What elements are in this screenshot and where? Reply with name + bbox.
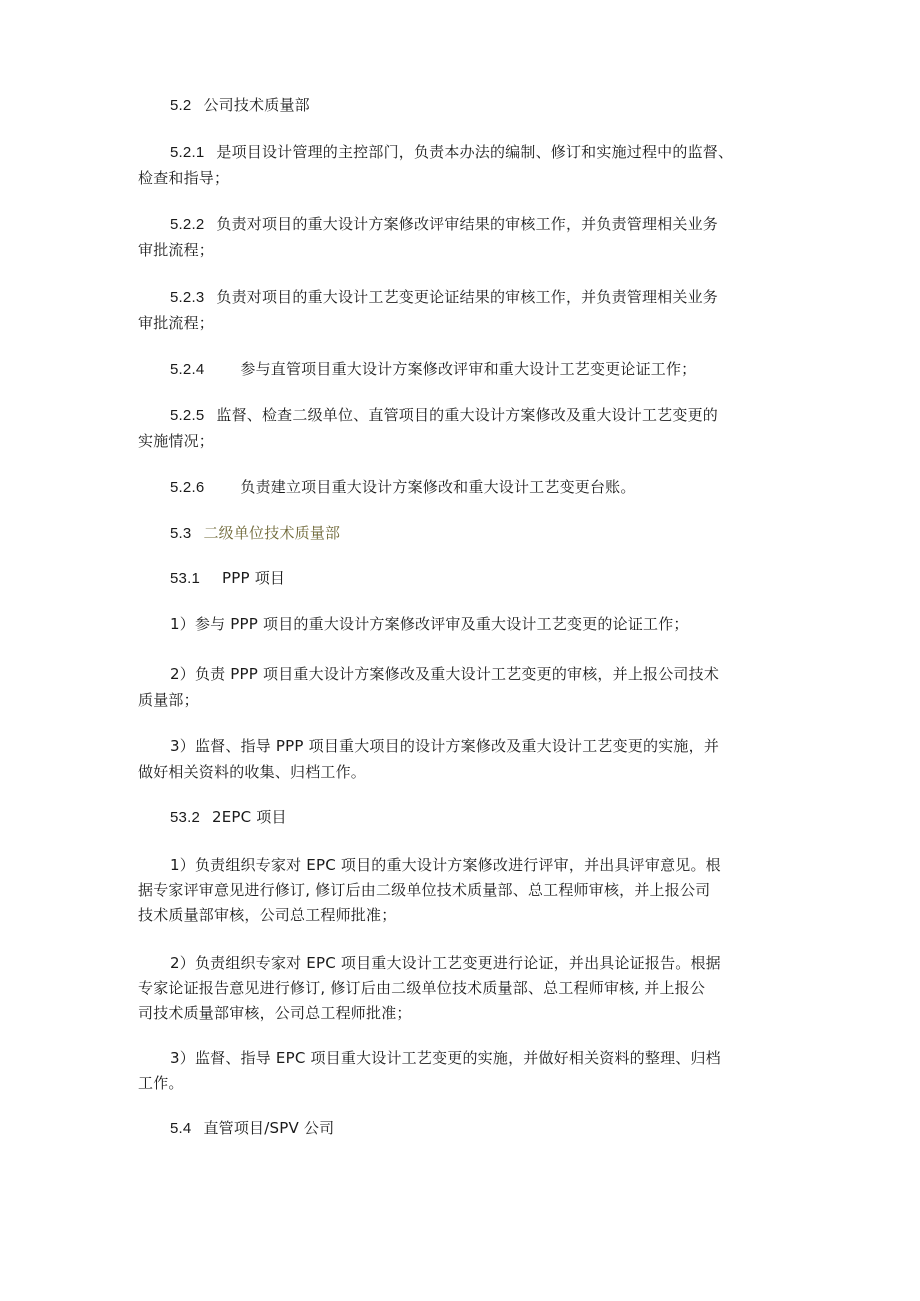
subsection-title: 2EPC 项目 (212, 808, 287, 826)
list-item-line (138, 877, 710, 903)
paragraph-line (138, 165, 229, 191)
clause-number: 5.2.4 (170, 361, 205, 378)
list-item-line (138, 1070, 184, 1096)
paragraph-line (170, 139, 733, 166)
section-heading (170, 1115, 334, 1142)
list-item-text: 2）负责组织专家对 EPC 项目重大设计工艺变更进行论证，并出具论证报告。根据 (170, 954, 721, 972)
section-title: 二级单位技术质量部 (203, 524, 341, 542)
section-heading (170, 92, 310, 119)
section-title: 直管项目/SPV 公司 (203, 1119, 335, 1137)
section-number: 5.2 (170, 97, 192, 114)
list-item-line (170, 1045, 721, 1071)
subsection-title: PPP 项目 (222, 569, 286, 587)
paragraph-line (138, 310, 214, 336)
clause-text: 审批流程； (138, 241, 215, 259)
list-item-line (138, 687, 199, 713)
paragraph-line (170, 211, 718, 238)
list-item-line (138, 759, 366, 785)
clause-text: 监督、检查二级单位、直管项目的重大设计方案修改及重大设计工艺变更的 (216, 406, 718, 424)
clause-number: 5.2.2 (170, 216, 205, 233)
clause-number: 5.2.3 (170, 289, 205, 306)
list-item-text: 专家论证报告意见进行修订, 修订后由二级单位技术质量部、总工程师审核, 并上报公 (138, 979, 706, 997)
list-item-line (138, 1000, 412, 1026)
list-item-text: 据专家评审意见进行修订, 修订后由二级单位技术质量部、总工程师审核，并上报公司 (138, 881, 711, 899)
clause-number: 5.2.5 (170, 407, 205, 424)
list-item-line (170, 733, 719, 759)
subsection-heading (170, 565, 285, 592)
subsection-heading (170, 804, 287, 831)
clause-text: 负责对项目的重大设计工艺变更论证结果的审核工作，并负责管理相关业务 (216, 288, 718, 306)
clause-text: 检查和指导； (138, 169, 230, 187)
clause-text: 参与直管项目重大设计方案修改评审和重大设计工艺变更论证工作； (240, 360, 697, 378)
list-item-text: 2）负责 PPP 项目重大设计方案修改及重大设计工艺变更的审核，并上报公司技术 (170, 665, 720, 683)
list-item-line (170, 852, 721, 878)
paragraph-line (138, 428, 214, 454)
list-item-text: 1）负责组织专家对 EPC 项目的重大设计方案修改进行评审，并出具评审意见。根 (170, 856, 721, 874)
list-item-text: 3）监督、指导 EPC 项目重大设计工艺变更的实施，并做好相关资料的整理、归档 (170, 1049, 721, 1067)
list-item-line (138, 975, 705, 1001)
subsection-number: 53.1 (170, 570, 200, 587)
list-item-text: 司技术质量部审核，公司总工程师批准； (138, 1004, 412, 1022)
list-item-line (170, 661, 719, 687)
paragraph-line (138, 237, 214, 263)
section-number: 5.3 (170, 525, 192, 542)
clause-text: 审批流程； (138, 314, 215, 332)
clause-text: 负责建立项目重大设计方案修改和重大设计工艺变更台账。 (240, 478, 636, 496)
list-item-line (170, 611, 689, 637)
paragraph-line (170, 402, 718, 429)
section-heading (170, 520, 340, 547)
list-item-line (170, 950, 721, 976)
list-item-text: 技术质量部审核，公司总工程师批准； (138, 906, 397, 924)
paragraph-line (170, 356, 696, 383)
list-item-text: 工作。 (138, 1074, 184, 1092)
section-title: 公司技术质量部 (203, 96, 310, 114)
subsection-number: 53.2 (170, 809, 200, 826)
paragraph-line (170, 284, 718, 311)
clause-number: 5.2.1 (170, 144, 205, 161)
clause-text: 实施情况； (138, 432, 215, 450)
clause-number: 5.2.6 (170, 479, 205, 496)
list-item-text: 做好相关资料的收集、归档工作。 (138, 763, 367, 781)
clause-text: 是项目设计管理的主控部门，负责本办法的编制、修订和实施过程中的监督、 (216, 143, 734, 161)
list-item-text: 1）参与 PPP 项目的重大设计方案修改评审及重大设计工艺变更的论证工作； (170, 615, 689, 633)
list-item-line (138, 902, 396, 928)
paragraph-line (170, 474, 636, 501)
clause-text: 负责对项目的重大设计方案修改评审结果的审核工作，并负责管理相关业务 (216, 215, 718, 233)
list-item-text: 质量部； (138, 691, 199, 709)
list-item-text: 3）监督、指导 PPP 项目重大项目的设计方案修改及重大设计工艺变更的实施，并 (170, 737, 720, 755)
section-number: 5.4 (170, 1120, 192, 1137)
